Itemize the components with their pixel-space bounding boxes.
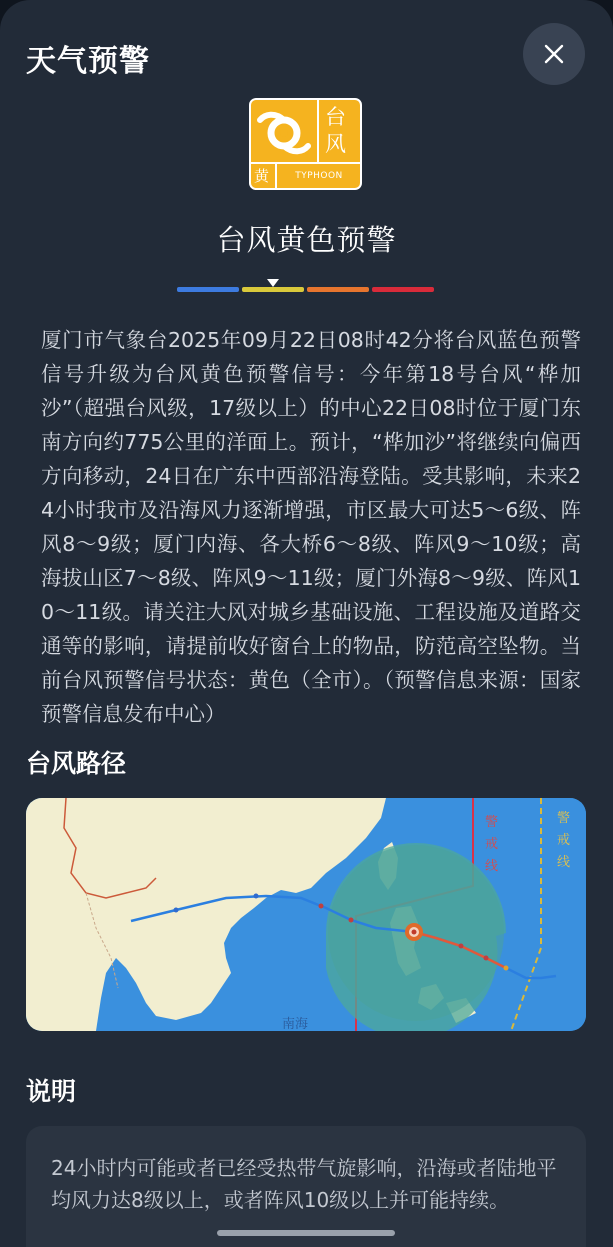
- icon-level-char: 黄: [254, 167, 270, 185]
- typhoon-icon: [257, 106, 311, 158]
- warning-label-48h: 警 戒 线: [557, 811, 571, 870]
- level-segment-3: [307, 287, 369, 292]
- note-card: [26, 1126, 586, 1247]
- icon-label-en: TYPHOON: [295, 171, 343, 181]
- level-segment-1: [177, 287, 239, 292]
- alert-title: 台风黄色预警: [216, 223, 397, 257]
- icon-char-2: 风: [325, 132, 346, 156]
- track-map-svg: [26, 798, 586, 1031]
- icon-char-1: 台: [325, 105, 346, 129]
- home-indicator[interactable]: [217, 1230, 395, 1236]
- warning-label-24h: 警 戒 线: [485, 815, 499, 874]
- typhoon-alert-badge: [249, 98, 362, 190]
- track-section-title: 台风路径: [26, 749, 127, 778]
- typhoon-track-map[interactable]: [26, 798, 586, 1031]
- level-indicator-icon: [267, 279, 279, 287]
- page-title: 天气预警: [26, 44, 150, 79]
- close-button[interactable]: [523, 23, 585, 85]
- note-text: 24小时内可能或者已经受热带气旋影响，沿海或者陆地平均风力达8级以上，或者阵风10级以上并可能持续。: [51, 1156, 557, 1212]
- alert-description: 厦门市气象台2025年09月22日08时42分将台风蓝色预警信号升级为台风黄色预警信号：今年第18号台风“桦加沙”（超强台风级，17级以上）的中心22日08时位于厦门东南方向约775公里的洋面上。预计，“桦加沙”将继续向偏西方向移动，24日在广东中西部沿海登陆。受其影响，未来24小时我市及沿海风力逐渐增强，市区最大可达5～6级、阵风8～9级；厦门内海、各大桥6～8级、阵风9～10级；高海拔山区7～8级、阵风9～11级；厦门外海8～9级、阵风10～11级。请关注大风对城乡基础设施、工程设施及道路交通等的影响，请提前收好窗台上的物品，防范高空坠物。当前台风预警信号状态：黄色（全市）。（预警信息来源：国家预警信息发布中心）: [41, 328, 581, 726]
- close-icon: [543, 43, 565, 65]
- level-segment-4: [372, 287, 434, 292]
- note-section-title: 说明: [26, 1077, 77, 1106]
- sea-label: 南海: [282, 1017, 309, 1031]
- typhoon-center-icon: [405, 923, 423, 941]
- level-segment-2: [242, 287, 304, 292]
